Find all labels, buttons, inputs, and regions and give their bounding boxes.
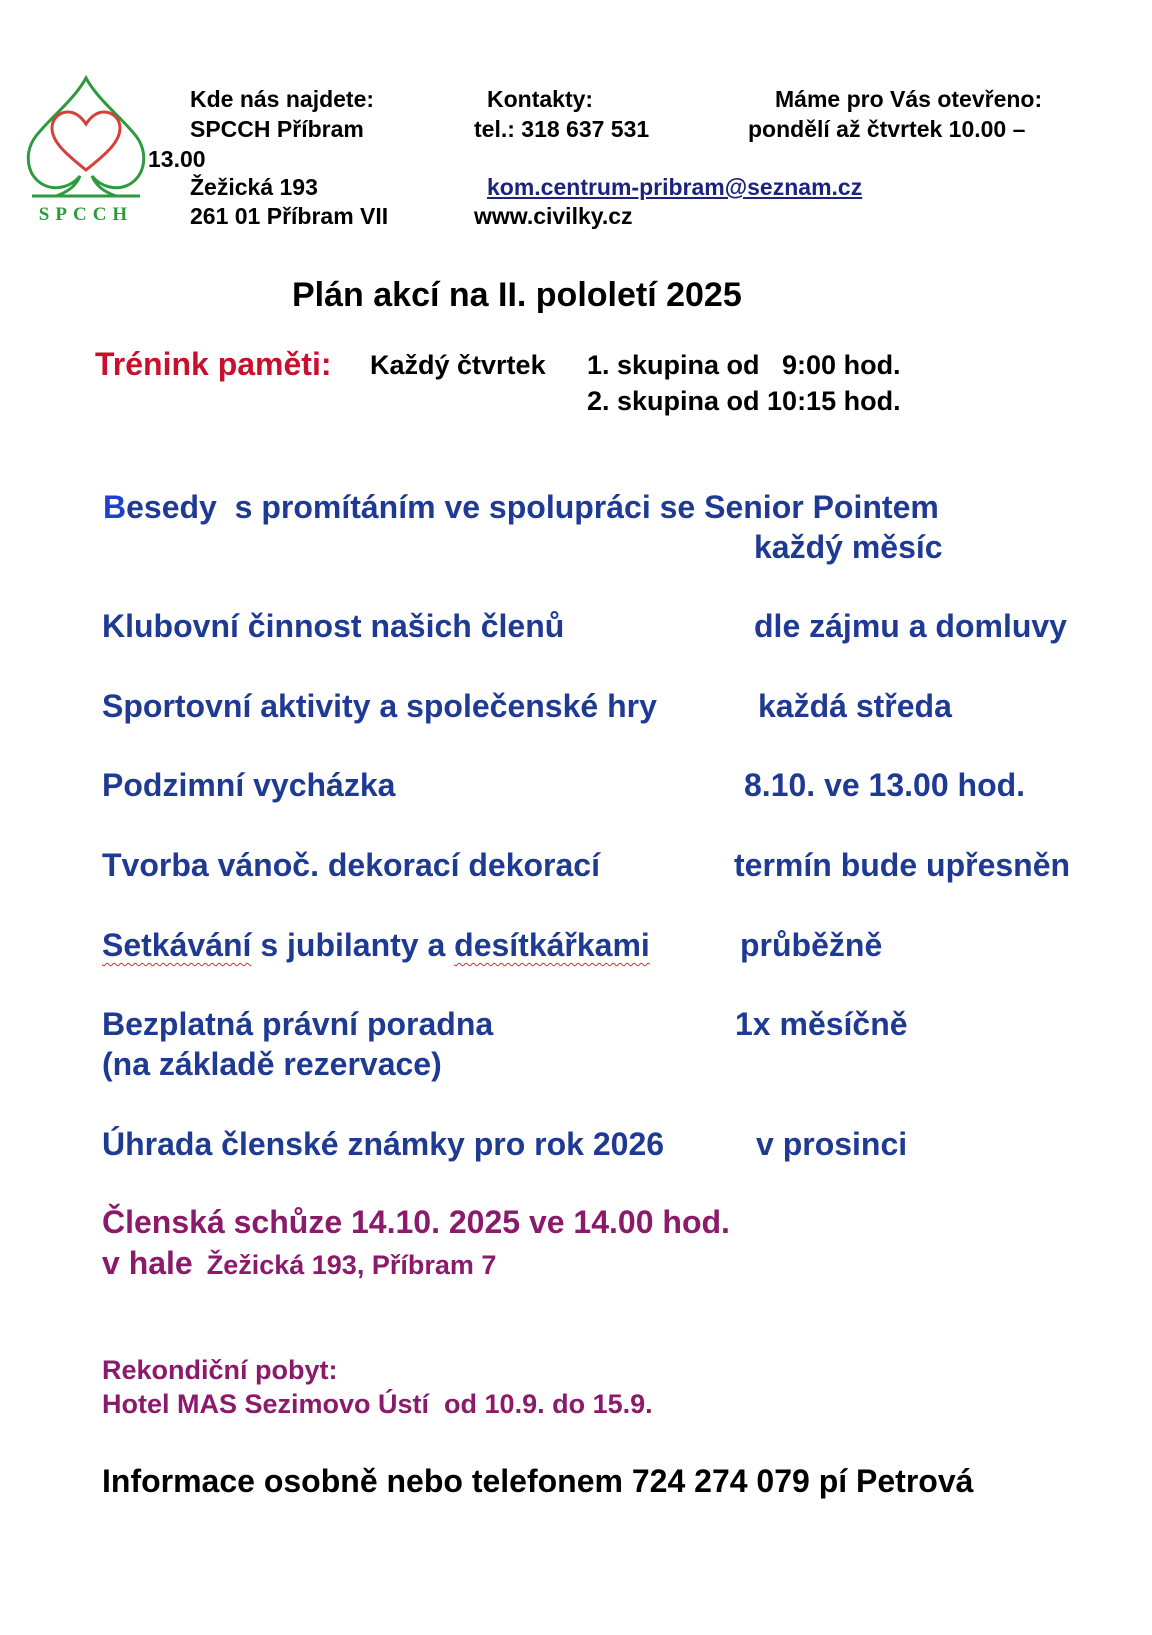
heart-icon: [52, 112, 120, 170]
memory-group2: 2. skupina od 10:15 hod.: [587, 386, 901, 416]
event-walk-when: 8.10. ve 13.00 hod.: [744, 767, 1026, 803]
event-meet-word1: Setkávání: [102, 927, 252, 963]
phone-number: tel.: 318 637 531: [474, 116, 650, 142]
hours-line2: 13.00: [148, 146, 206, 172]
contacts-heading: Kontakty:: [487, 86, 594, 112]
event-decor: Tvorba vánoč. dekorací dekorací: [102, 847, 600, 883]
memory-day: Každý čtvrtek: [370, 350, 546, 380]
event-legal: Bezplatná právní poradna: [102, 1006, 494, 1042]
event-meet-when: průběžně: [740, 927, 883, 963]
spcch-logo: [22, 74, 150, 230]
event-besedy-text: esedy s promítáním ve spolupráci se Senior Pointem: [126, 489, 939, 525]
hours-heading: Máme pro Vás otevřeno:: [775, 86, 1043, 112]
event-decor-when: termín bude upřesněn: [734, 847, 1071, 883]
event-besedy-when: každý měsíc: [754, 529, 943, 565]
org-name: SPCCH Příbram: [190, 116, 364, 142]
stay-heading: Rekondiční pobyt:: [102, 1355, 338, 1385]
event-meet: [102, 927, 650, 964]
event-sport-when: každá středa: [758, 688, 952, 724]
street-address: Žežická 193: [190, 174, 318, 200]
memory-group1: 1. skupina od 9:00 hod.: [587, 350, 901, 380]
meeting-line1: Členská schůze 14.10. 2025 ve 14.00 hod.: [102, 1204, 730, 1240]
memory-label: Trénink paměti:: [95, 346, 332, 382]
info-line: Informace osobně nebo telefonem 724 274 079 pí Petrová: [102, 1463, 974, 1499]
hours-line1: pondělí až čtvrtek 10.00 –: [748, 116, 1026, 142]
event-fee-when: v prosinci: [756, 1126, 908, 1162]
event-meet-word2: desítkářkami: [454, 927, 650, 963]
meeting-hall: v hale: [102, 1245, 193, 1281]
event-sport: Sportovní aktivity a společenské hry: [102, 688, 657, 724]
event-besedy: [103, 489, 939, 526]
event-fee: Úhrada členské známky pro rok 2026: [102, 1126, 665, 1162]
page-title: Plán akcí na II. pololetí 2025: [292, 276, 742, 314]
city-address: 261 01 Příbram VII: [190, 203, 389, 229]
event-klub-when: dle zájmu a domluvy: [754, 608, 1067, 644]
event-legal-note: (na základě rezervace): [102, 1046, 442, 1082]
logo-text: SPCCH: [38, 204, 134, 225]
meeting-address: Žežická 193, Příbram 7: [206, 1250, 497, 1280]
event-besedy-initial: B: [103, 489, 127, 525]
location-heading: Kde nás najdete:: [190, 86, 375, 112]
event-klub: Klubovní činnost našich členů: [102, 608, 565, 644]
event-walk: Podzimní vycházka: [102, 767, 396, 803]
event-meet-middle: s jubilanty a: [251, 927, 455, 963]
stay-details: Hotel MAS Sezimovo Ústí od 10.9. do 15.9.: [102, 1389, 653, 1419]
email-link[interactable]: kom.centrum-pribram@seznam.cz: [487, 174, 863, 200]
website: www.civilky.cz: [474, 203, 633, 229]
event-legal-when: 1x měsíčně: [735, 1006, 908, 1042]
meeting-line2: [102, 1245, 496, 1282]
spade-outline: [28, 78, 143, 196]
